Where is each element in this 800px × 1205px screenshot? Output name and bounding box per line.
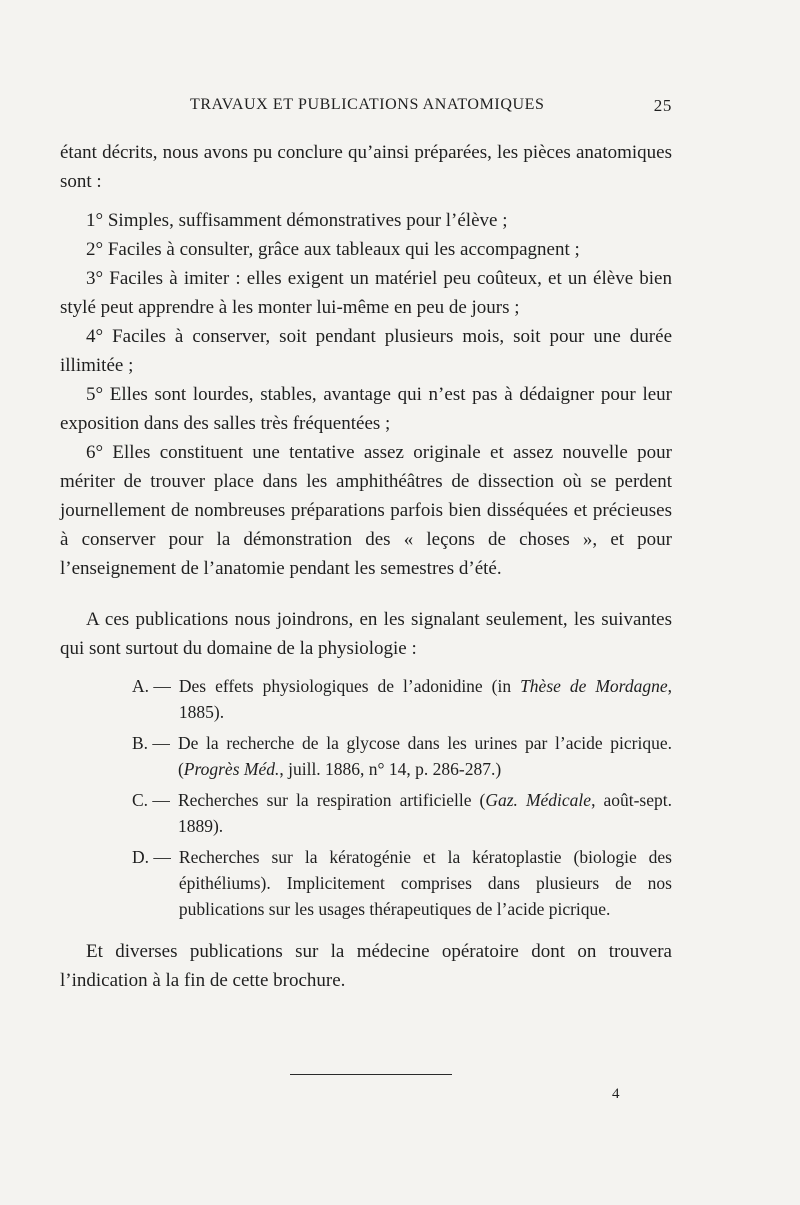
- closing-paragraph: Et diverses publications sur la médecine opératoire dont on trouvera l’indication à la fin de cette brochure.: [60, 941, 672, 991]
- reference-source: Thèse de Mordagne: [520, 676, 668, 696]
- reference-text: De la recherche de la glycose dans les urines par l’acide picrique. (Progrès Méd., juill. 1886, n° 14, p. 286-287.): [177, 733, 672, 779]
- reference-source: Progrès Méd.: [183, 759, 280, 779]
- list-item-5: 5° Elles sont lourdes, stables, avantage qui n’est pas à dédaigner pour leur exposition dans des salles très fréquentées ;: [60, 384, 672, 434]
- running-header: [60, 96, 672, 124]
- reference-label: D. —: [132, 847, 171, 867]
- reference-label: B. —: [132, 733, 170, 753]
- reference-text: Recherches sur la kératogénie et la kératoplastie (biologie des épithéliums). Implicitement comprises dans plusieurs de nos publications sur les usages thérapeutiques de l’acide picrique.: [178, 847, 672, 919]
- reference-source: Gaz. Médicale: [485, 790, 592, 810]
- reference-list: [132, 673, 672, 922]
- list-item-3: 3° Faciles à imiter : elles exigent un matériel peu coûteux, et un élève bien stylé peut apprendre à les monter lui-même en peu de jours ;: [60, 268, 672, 318]
- reference-label: C. —: [132, 790, 170, 810]
- list-item-1: 1° Simples, suffisamment démonstratives pour l’élève ;: [86, 210, 508, 231]
- intro-paragraph: étant décrits, nous avons pu conclure qu’ainsi préparées, les pièces anatomiques sont :: [60, 142, 672, 192]
- signature-mark: 4: [612, 1086, 620, 1102]
- page-number: 25: [653, 96, 672, 115]
- list-item-2: 2° Faciles à consulter, grâce aux tableaux qui les accompagnent ;: [86, 239, 580, 260]
- reference-item: [132, 673, 672, 725]
- header-title: TRAVAUX ET PUBLICATIONS ANATOMIQUES: [190, 96, 545, 113]
- list-item-6: 6° Elles constituent une tentative assez originale et assez nouvelle pour mériter de trouver place dans les amphithéâtres de dissection où se perdent journellement de nombreuses préparations parfois bien disséquées et précieuses à conserver pour la démonstration des « leçons de choses », et pour l’enseignement de l’anatomie pendant les semestres d’été.: [60, 442, 672, 579]
- reference-text: Recherches sur la respiration artificielle (Gaz. Médicale, août-sept. 1889).: [177, 790, 672, 836]
- reference-item: [132, 844, 672, 922]
- body-text: [60, 138, 672, 995]
- reference-item: [132, 787, 672, 839]
- section-divider: [290, 1074, 452, 1075]
- reference-label: A. —: [132, 676, 171, 696]
- reference-text: Des effets physiologiques de l’adonidine (in Thèse de Mordagne, 1885).: [178, 676, 672, 722]
- paragraph-physiology: A ces publications nous joindrons, en les signalant seulement, les suivantes qui sont surtout du domaine de la physiologie :: [60, 609, 672, 659]
- list-item-4: 4° Faciles à conserver, soit pendant plusieurs mois, soit pour une durée illimitée ;: [60, 326, 672, 376]
- reference-item: [132, 730, 672, 782]
